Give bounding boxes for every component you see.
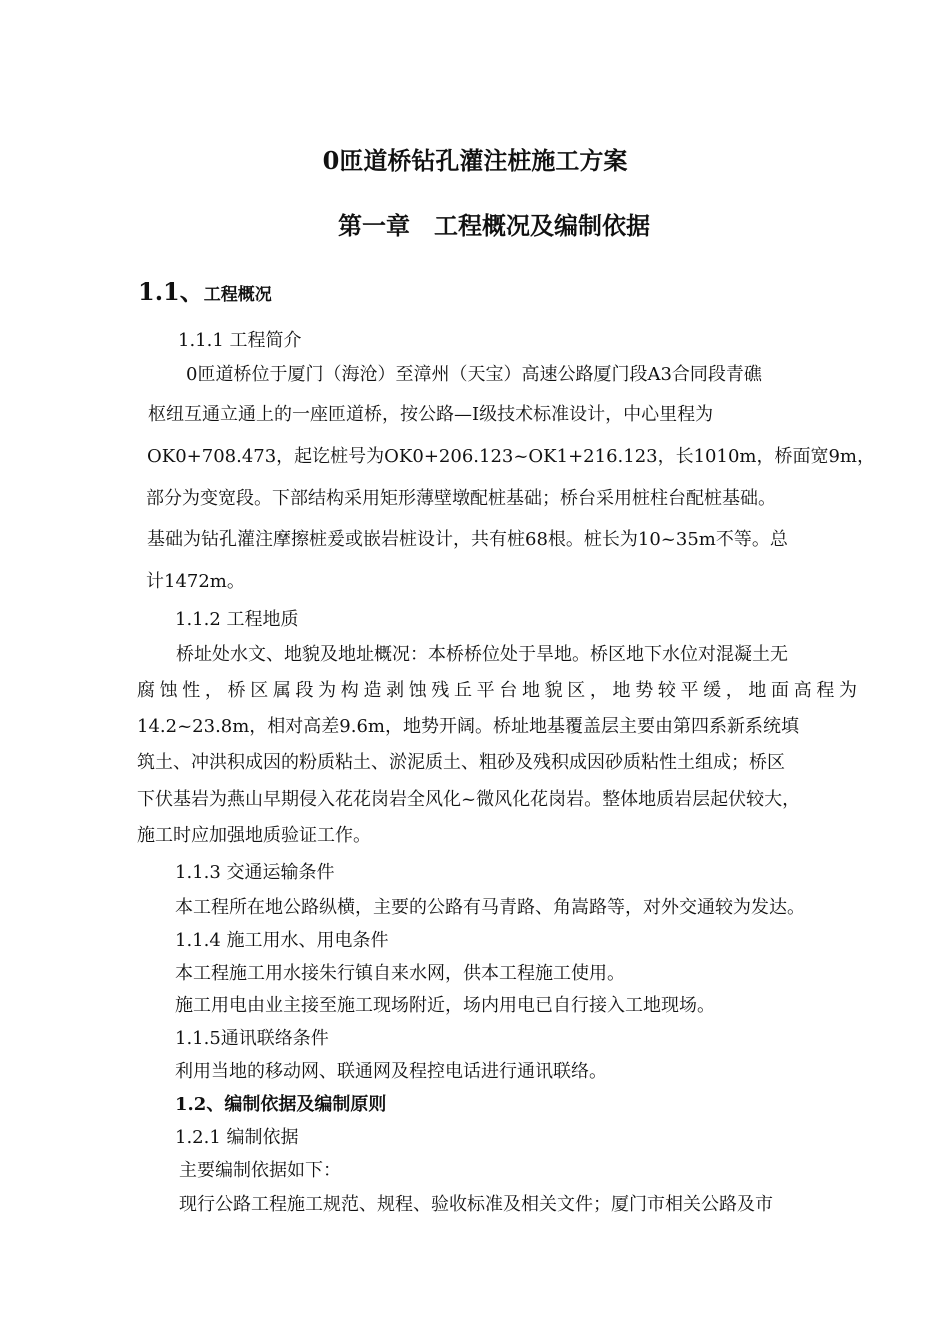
paragraph-line: 利用当地的移动网、联通网及程控电话进行通讯联络。 [175, 1061, 607, 1082]
paragraph-line: 基础为钻孔灌注摩擦桩爰或嵌岩桩设计，共有桩68根。桩长为10~35m不等。总 [147, 529, 788, 550]
paragraph-line: 现行公路工程施工规范、规程、验收标准及相关文件；厦门市相关公路及市 [179, 1194, 773, 1215]
paragraph-line: 施工用电由业主接至施工现场附近，场内用电已自行接入工地现场。 [175, 995, 715, 1016]
subsection-heading-1-1-1: 1.1.1 工程简介 [178, 330, 302, 351]
paragraph-line: 主要编制依据如下： [179, 1160, 341, 1181]
section-number: 1.1、 [138, 277, 204, 306]
paragraph-line: 计1472m。 [146, 571, 245, 592]
paragraph-line: 腐蚀性，桥区属段为构造剥蚀残丘平台地貌区，地势较平缓，地面高程为 [137, 680, 857, 701]
section-heading-1-2: 1.2、编制依据及编制原则 [175, 1094, 387, 1115]
paragraph-line: OK0+708.473，起讫桩号为OK0+206.123~OK1+216.123，长1010m，桥面宽9m， [147, 446, 875, 467]
subsection-heading-1-1-3: 1.1.3 交通运输条件 [175, 862, 335, 883]
document-title: 0匝道桥钻孔灌注桩施工方案 [322, 146, 628, 175]
paragraph-line: 枢纽互通立通上的一座匝道桥，按公路—I级技术标准设计，中心里程为 [148, 404, 714, 425]
subsection-heading-1-2-1: 1.2.1 编制依据 [175, 1127, 299, 1148]
subsection-heading-1-1-2: 1.1.2 工程地质 [175, 609, 299, 630]
subsection-heading-1-1-5: 1.1.5通讯联络条件 [175, 1028, 329, 1049]
chapter-heading: 第一章 工程概况及编制依据 [338, 211, 650, 240]
paragraph-line: 本工程施工用水接朱行镇自来水网，供本工程施工使用。 [175, 963, 625, 984]
paragraph-line: 筑土、冲洪积成因的粉质粘土、淤泥质土、粗砂及残积成因砂质粘性土组成；桥区 [137, 752, 785, 773]
paragraph-line: 下伏基岩为燕山早期侵入花花岗岩全风化~微风化花岗岩。整体地质岩层起伏较大， [137, 789, 801, 810]
paragraph-line: 本工程所在地公路纵横，主要的公路有马青路、角嵩路等，对外交通较为发达。 [175, 897, 805, 918]
paragraph-line: 施工时应加强地质验证工作。 [137, 825, 371, 846]
paragraph-line: 0匝道桥位于厦门（海沧）至漳州（天宝）高速公路厦门段A3合同段青礁 [186, 364, 762, 385]
subsection-heading-1-1-4: 1.1.4 施工用水、用电条件 [175, 930, 389, 951]
paragraph-line: 部分为变宽段。下部结构采用矩形薄壁墩配桩基础；桥台采用桩柱台配桩基础。 [146, 488, 776, 509]
section-label: 工程概况 [203, 285, 272, 305]
paragraph-line: 14.2~23.8m，相对高差9.6m，地势开阔。桥址地基覆盖层主要由第四系新系统填 [137, 716, 799, 737]
paragraph-line: 桥址处水文、地貌及地址概况：本桥桥位处于旱地。桥区地下水位对混凝土无 [176, 644, 788, 665]
section-heading-1-1 [138, 277, 272, 310]
